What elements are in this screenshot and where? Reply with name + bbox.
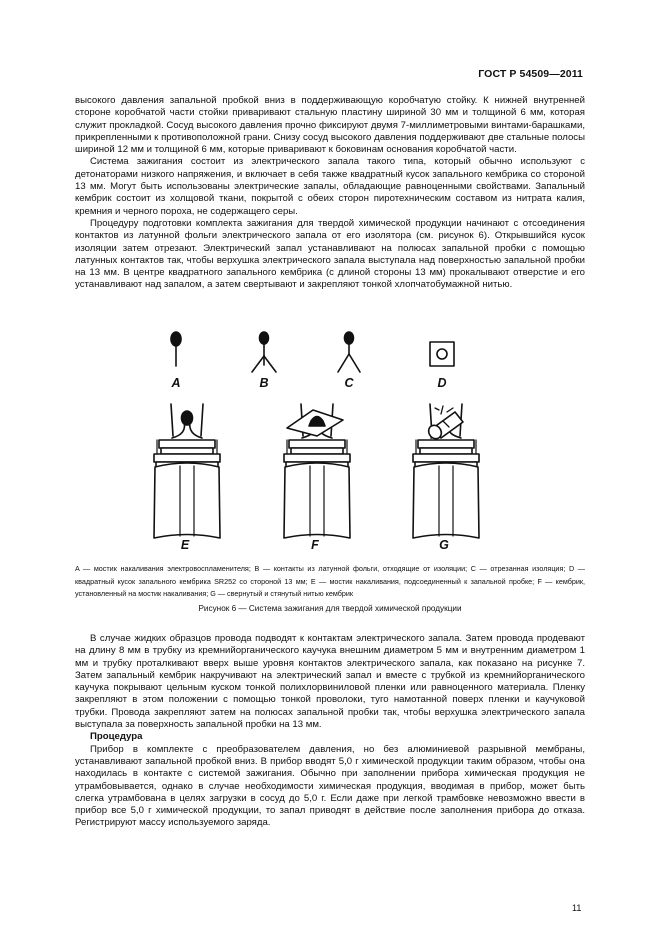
figure-label-c: C xyxy=(344,376,354,390)
figure-label-d: D xyxy=(437,376,447,390)
procedure-text xyxy=(75,633,585,830)
figure-item-e-bridge-on-plug xyxy=(154,404,220,538)
paragraph-preparation: Процедуру подготовки комплекта зажигания для твердой химической продукции начинают с отсоединения контактов из латунной фольги электрического запала от его изолятора (см. рисунок 6). Открывшийся кусок изоляции затем отрезают. Электрический запал устанавливают на полюсах запальной пробки с помощью латунных контактов так, чтобы верхушка электрического запала выступала над поверхностью запальной пробки на 13 мм. В центре квадратного запального кембрика (с длиной стороны 13 мм) прокалывают отверстие и его устанавливают над запалом, а затем свертывают и закрепляют тонкой хлопчатобумажной нитью. xyxy=(75,217,585,291)
figure-item-b-contacts xyxy=(252,332,276,372)
figure-label-b: B xyxy=(259,376,269,390)
paragraph-procedure: Прибор в комплекте с преобразователем давления, но без алюминиевой разрывной мембраны, устанавливают запальной пробкой вниз. В прибор вводят 5,0 г химической продукции таким образом, чтобы она находилась в контакте с системой зажигания. Обычно при заполнении прибора химическая продукция не утрамбовывается, однако в случае необходимости химическая продукция, вводимая в прибор, может быть слегка утрамбована в целях загрузки в сосуд до 5,0 г. Если даже при легкой трамбовке невозможно ввести в прибор все 5,0 г химической продукции, то запал приводят в действие после заполнения прибора до отказа. Регистрируют массу используемого заряда. xyxy=(75,743,585,829)
figure-item-c-cut-insulation xyxy=(338,332,360,372)
paragraph-liquid-samples: В случае жидких образцов провода подводят к контактам электрического запала. Затем провода продевают на длину 8 мм в трубку из кремнийорганического каучука внешним диаметром 5 мм и внутренним диаметром 1 мм и трубку проталкивают вверх выше уровня контактов электрического запала, как показано на рисунке 7. Затем запальный кембрик накручивают на электрический запал и вместе с трубкой из кремнийорганического каучука покрывают цельным куском тонкой полихлорвиниловой пленки или равноценного материала. Пленку закрепляют в этом положении с помощью тонкой проволоки, туго намотанной поверх пленки и каучуковой трубки. Провода закрепляют затем на полюсах запальной пробки так, чтобы верхушка электрического запала выступала за поверхность запальной пробки на 13 мм. xyxy=(75,633,585,731)
paragraph-ignition-system: Система зажигания состоит из электрического запала такого типа, который обычно используют с детонаторами низкого напряжения, и включает в себя также квадратный кусок запального кембрика со стороной 13 мм. Могут быть использованы электрические запалы, обладающие равноценными свойствами. Запальный кембрик состоит из холщовой ткани, покрытой с обеих сторон пиротехническим составом из нитрата калия, кремния и черного пороха, не содержащего серы. xyxy=(75,156,585,217)
figure-6-drawing xyxy=(75,318,585,558)
paragraph-continuation: высокого давления запальной пробкой вниз в поддерживающую коробчатую стойку. К нижней внутренней стороне коробчатой части стойки приваривают стальную пластину шириной 30 мм и толщиной 6 мм, которая служит прокладкой. Сосуд высокого давления прочно фиксируют двумя 7-миллиметровыми винтами-барашками, прикрепленными к противоположной грани. Снизу сосуд высокого давления поддерживают две стальные полосы шириной 12 мм и толщиной 6 мм, которые приваривают к боковинам основания коробчатой части. xyxy=(75,95,585,156)
figure-legend xyxy=(75,563,585,601)
figure-item-f-fuse-on-bridge xyxy=(284,404,350,538)
figure-label-e: E xyxy=(180,538,190,552)
figure-item-a-fuse-head xyxy=(171,332,181,366)
figure-legend-text: A — мостик накаливания электровоспламенителя; B — контакты из латунной фольги, отходящие от изоляции; C — отрезанная изоляция; D — квадратный кусок запального кембрика SR252 со стороной 13 мм; E — мостик накаливания, подсоединенный к запальной пробке; F — кембрик, установленный на мостик накаливания; G — свернутый и стянутый нитью кембрик xyxy=(75,564,585,598)
page-number: 11 xyxy=(572,903,582,913)
document-header: ГОСТ Р 54509—2011 xyxy=(478,68,583,80)
figure-caption: Рисунок 6 — Система зажигания для твердой химической продукции xyxy=(198,604,462,613)
figure-label-f: F xyxy=(311,538,319,552)
intro-text xyxy=(75,95,585,292)
figure-label-a: A xyxy=(171,376,181,390)
figure-item-d-fuse-square xyxy=(430,342,454,366)
figure-label-g: G xyxy=(439,538,449,552)
procedure-heading: Процедура xyxy=(90,731,143,743)
figure-item-g-rolled-fuse xyxy=(413,404,479,538)
figure-6 xyxy=(75,318,585,558)
